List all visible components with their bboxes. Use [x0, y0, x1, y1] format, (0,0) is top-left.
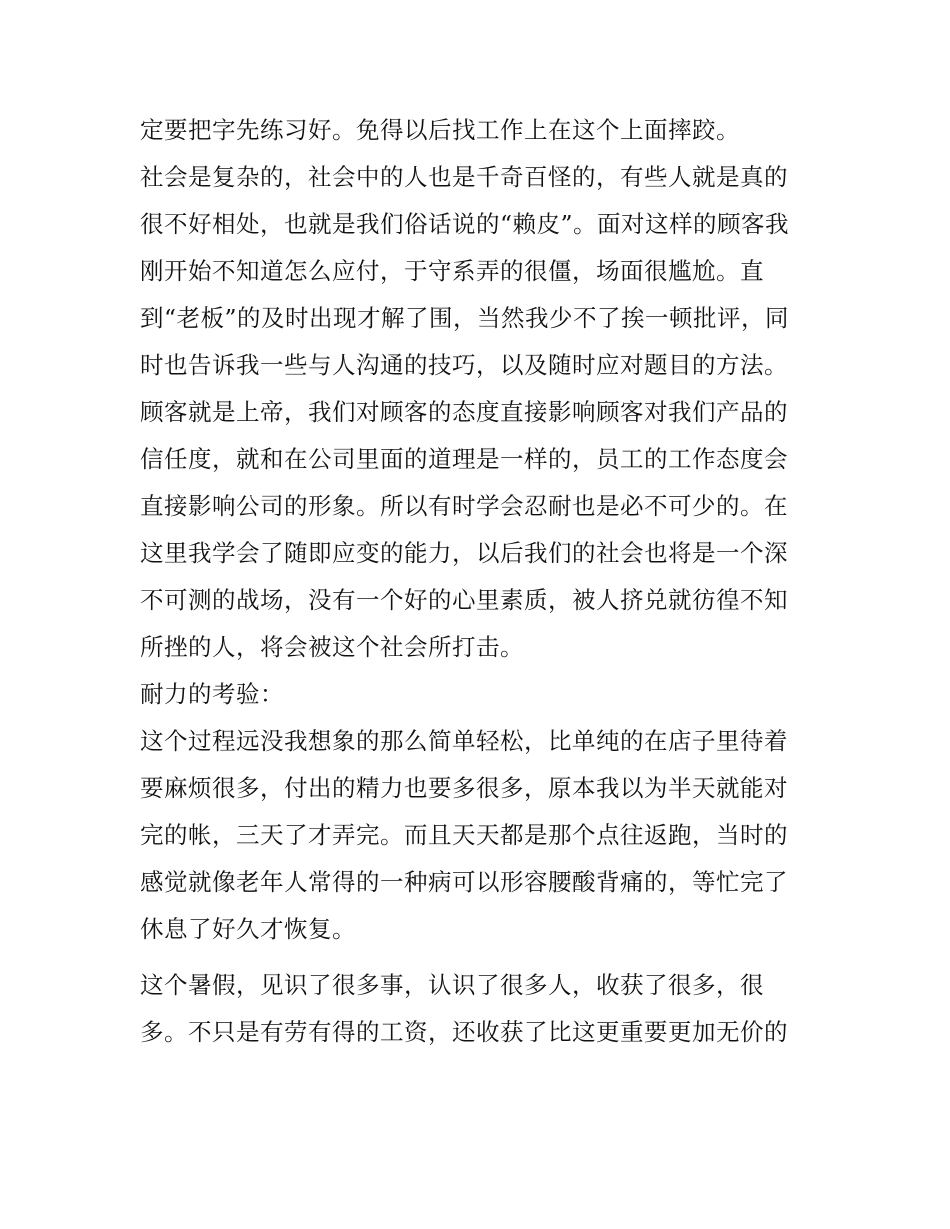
paragraph-gap: [140, 953, 820, 962]
text-line: 直接影响公司的形象。所以有时学会忍耐也是必不可少的。在: [140, 492, 788, 520]
section-heading: 耐力的考验：: [140, 680, 284, 708]
text-line: 感觉就像老年人常得的一种病可以形容腰酸背痛的，等忙完了: [140, 868, 788, 896]
text-line: 要麻烦很多，付出的精力也要多很多，原本我以为半天就能对: [140, 774, 788, 802]
text-line: 多。不只是有劳有得的工资，还收获了比这更重要更加无价的: [140, 1018, 788, 1046]
text-line: 休息了好久才恢复。: [140, 915, 356, 943]
text-line: 不可测的战场，没有一个好的心里素质，被人挤兑就彷徨不知: [140, 586, 788, 614]
text-line: 时也告诉我一些与人沟通的技巧，以及随时应对题目的方法。: [140, 351, 788, 379]
text-line: 社会是复杂的，社会中的人也是千奇百怪的，有些人就是真的: [140, 163, 788, 191]
document-body: [140, 107, 820, 1056]
text-line: 信任度，就和在公司里面的道理是一样的，员工的工作态度会: [140, 445, 788, 473]
text-line: 定要把字先练习好。免得以后找工作上在这个上面摔跤。: [140, 116, 740, 144]
text-line: 这里我学会了随即应变的能力，以后我们的社会也将是一个深: [140, 539, 788, 567]
text-line: 顾客就是上帝，我们对顾客的态度直接影响顾客对我们产品的: [140, 398, 788, 426]
text-line: 这个暑假，见识了很多事，认识了很多人，收获了很多，很: [140, 971, 764, 999]
text-line: 到“老板”的及时出现才解了围，当然我少不了挨一顿批评，同: [140, 304, 790, 332]
text-line: 这个过程远没我想象的那么简单轻松，比单纯的在店子里待着: [140, 727, 788, 755]
text-line: 很不好相处，也就是我们俗话说的“赖皮”。面对这样的顾客我: [140, 210, 790, 238]
text-line: 刚开始不知道怎么应付，于守系弄的很僵，场面很尴尬。直: [140, 257, 764, 285]
text-line: 完的帐，三天了才弄完。而且天天都是那个点往返跑，当时的: [140, 821, 788, 849]
text-line: 所挫的人，将会被这个社会所打击。: [140, 633, 524, 661]
